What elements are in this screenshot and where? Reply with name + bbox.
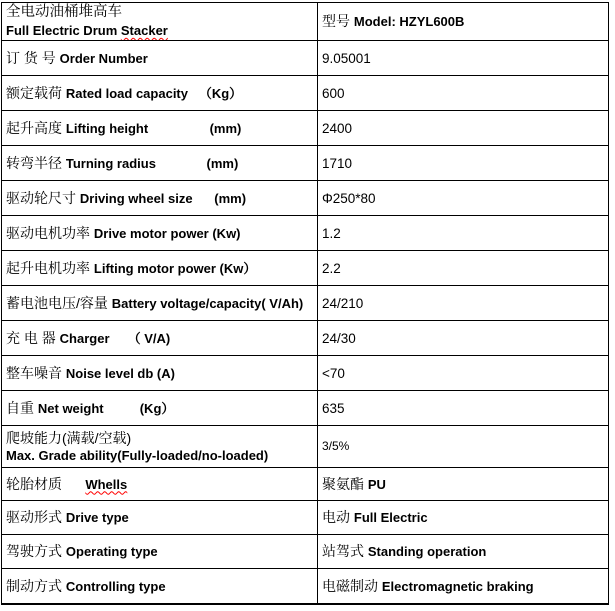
label-cn: 驱动电机功率: [6, 224, 94, 241]
label-en: Controlling type: [65, 578, 166, 594]
value-driving-wheel-size: Φ250*80: [322, 190, 376, 206]
value-grade-ability: 3/5%: [322, 439, 350, 453]
label-cn: 额定载荷: [6, 84, 66, 101]
value-drive-motor-power: 1.2: [322, 225, 341, 241]
label-en: Operating type: [65, 544, 158, 559]
value-noise-level: <70: [322, 365, 345, 381]
label-cn: 驱动轮尺寸: [6, 189, 80, 206]
value-battery-voltage-capacity: 24/210: [322, 295, 364, 311]
value-charger: 24/30: [322, 330, 356, 346]
label-en: Noise level db (A): [65, 365, 175, 381]
row-operating-type: [2, 535, 608, 569]
value-en: Electromagnetic braking: [381, 578, 534, 594]
label-en: Lifting height (mm): [65, 120, 242, 136]
row-rated-load-capacity: [2, 76, 608, 111]
label-en: Net weight (Kg）: [37, 400, 175, 416]
row-drive-motor-power: [2, 216, 608, 251]
label-cn: 转弯半径: [6, 154, 66, 171]
label-cn: 起升高度: [6, 119, 66, 136]
model-label-cn: 型号: [322, 13, 354, 29]
value-turning-radius: 1710: [322, 155, 353, 171]
label-en: Max. Grade ability(Fully-loaded/no-loaded): [6, 448, 269, 463]
label-en: Drive type: [65, 510, 129, 525]
label-cn: 爬坡能力(满载/空载): [6, 430, 132, 446]
label-en: Rated load capacity （Kg）: [65, 85, 243, 101]
label-en: Drive motor power (Kw): [93, 225, 241, 241]
label-en: Charger （ V/A): [59, 330, 171, 346]
label-en: Order Number: [59, 50, 148, 66]
row-lifting-height: [2, 111, 608, 146]
row-grade-ability: [2, 426, 608, 468]
value-lifting-motor-power: 2.2: [322, 260, 341, 276]
value-cn: 电磁制动: [322, 577, 382, 594]
value-rated-load-capacity: 600: [322, 85, 345, 101]
model-cell: [318, 3, 608, 40]
row-order-number: [2, 41, 608, 76]
label-en: Driving wheel size (mm): [79, 190, 247, 206]
model-value: Model: HZYL600B: [353, 14, 465, 29]
label-en: Battery voltage/capacity( V/Ah): [111, 295, 304, 311]
row-drive-type: [2, 501, 608, 535]
value-cn: 聚氨酯: [322, 475, 368, 492]
label-cn: 整车噪音: [6, 364, 66, 381]
row-turning-radius: [2, 146, 608, 181]
label-en: Turning radius (mm): [65, 155, 239, 171]
product-title-en-misspelled: Stacker: [120, 23, 168, 38]
row-driving-wheel-size: [2, 181, 608, 216]
label-en: Lifting motor power (Kw）: [93, 260, 257, 276]
row-charger: [2, 321, 608, 356]
product-title-cn: 全电动油桶堆高车: [6, 4, 122, 20]
value-net-weight: 635: [322, 400, 345, 416]
row-controlling-type: [2, 569, 608, 603]
row-noise-level: [2, 356, 608, 391]
value-en: Full Electric: [353, 510, 428, 525]
row-battery-voltage-capacity: [2, 286, 608, 321]
label-cn: 蓄电池电压/容量: [6, 294, 112, 311]
value-lifting-height: 2400: [322, 120, 353, 136]
value-order-number: 9.05001: [322, 50, 371, 66]
row-lifting-motor-power: [2, 251, 608, 286]
label-cn: 订 货 号: [6, 49, 60, 66]
product-title-en: [6, 22, 313, 40]
product-title-en-text: Full Electric Drum: [6, 23, 121, 38]
label-cn: 驱动形式: [6, 509, 66, 525]
label-cn: 起升电机功率: [6, 259, 94, 276]
label-cn: 制动方式: [6, 577, 66, 594]
value-cn: 电动: [322, 509, 354, 525]
row-header: [2, 3, 608, 41]
product-title-cell: [2, 3, 318, 40]
label-cn: 驾驶方式: [6, 543, 66, 559]
spec-table: [1, 2, 609, 605]
label-en-misspelled: Whells: [85, 476, 128, 492]
row-net-weight: [2, 391, 608, 426]
label-cn: 轮胎材质: [6, 475, 86, 492]
value-cn: 站驾式: [322, 543, 368, 559]
row-wheel-material: [2, 468, 608, 501]
value-en: Standing operation: [367, 544, 487, 559]
label-cn: 充 电 器: [6, 329, 60, 346]
value-en: PU: [367, 476, 386, 492]
label-cn: 自重: [6, 399, 38, 416]
